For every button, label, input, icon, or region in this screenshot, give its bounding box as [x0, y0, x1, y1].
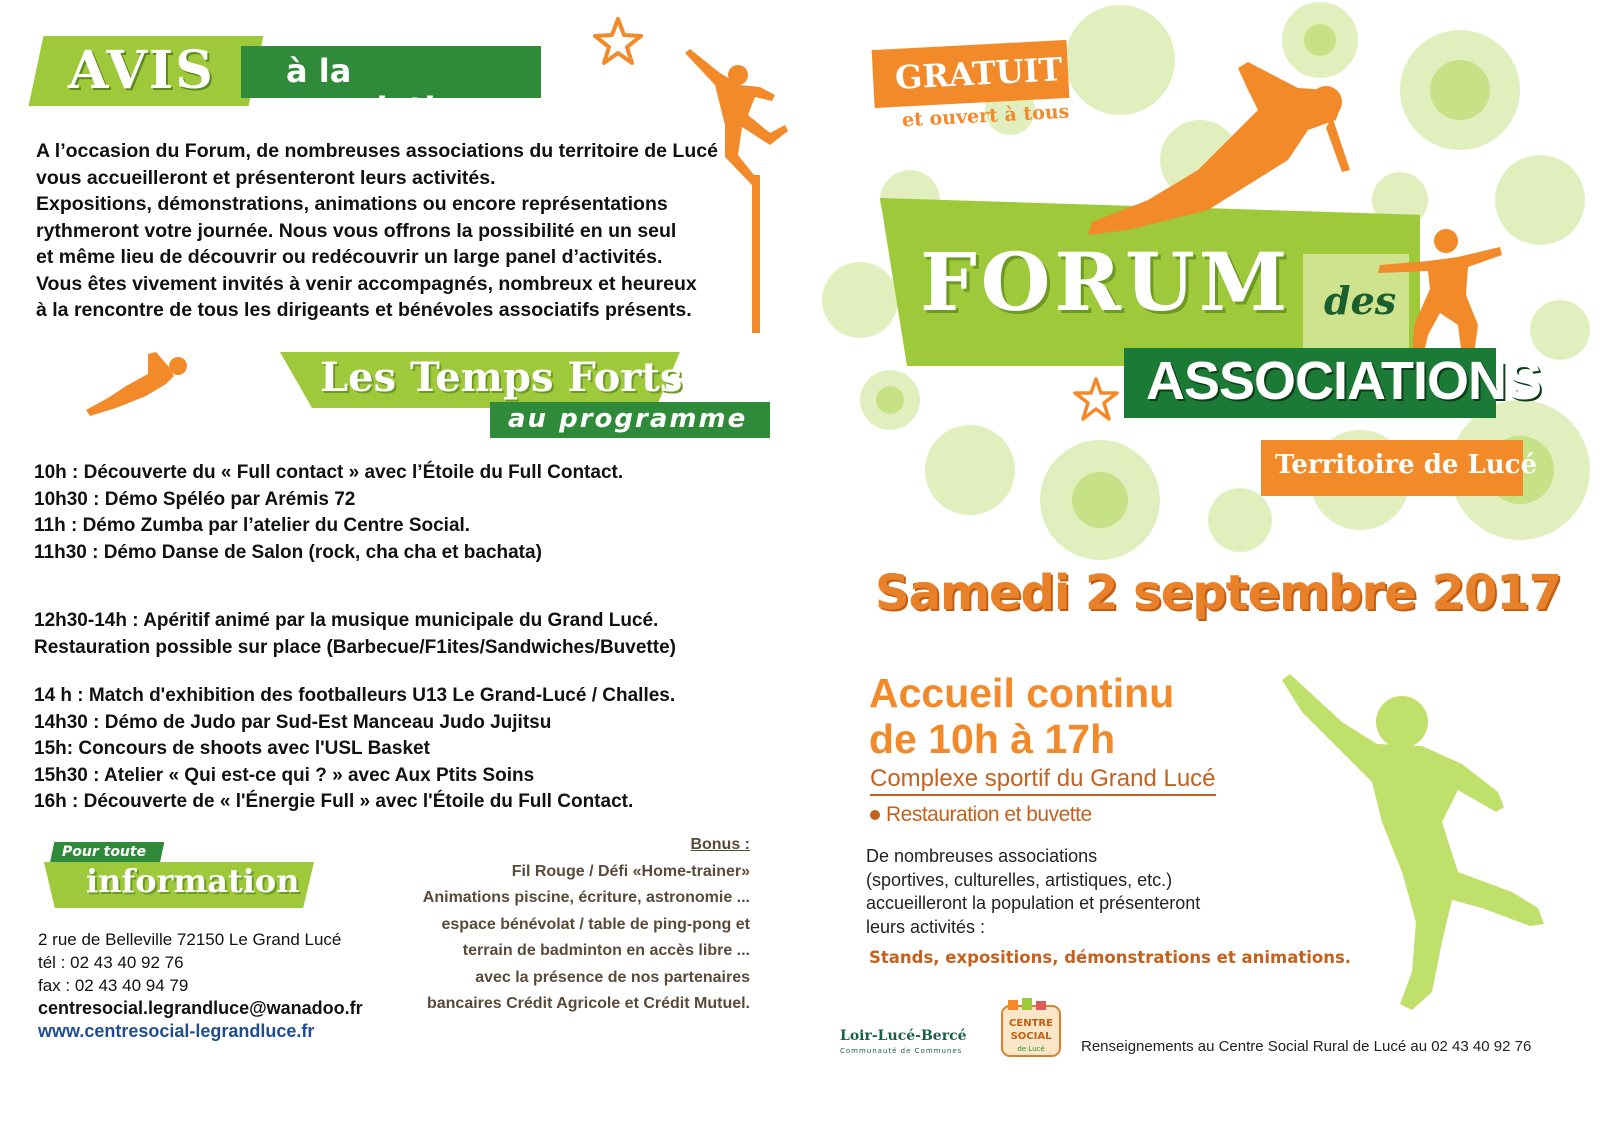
logo-cs-line2: SOCIAL — [1010, 1031, 1052, 1042]
forum-title: FORUM — [920, 235, 1292, 329]
contact-fax: fax : 02 43 40 94 79 — [38, 976, 189, 995]
temps-forts-title: Les Temps Forts — [320, 354, 683, 401]
schedule-item: Restauration possible sur place (Barbecue/F1ites/Sandwiches/Buvette) — [34, 636, 676, 658]
orange-divider-bar — [752, 175, 760, 333]
schedule-list — [34, 460, 794, 816]
contact-website-link[interactable]: www.centresocial-legrandluce.fr — [38, 1021, 315, 1041]
contact-email-link[interactable]: centresocial.legrandluce@wanadoo.fr — [38, 998, 363, 1018]
schedule-item: 14h30 : Démo de Judo par Sud-Est Manceau Judo Jujitsu — [34, 711, 552, 733]
bonus-line: bancaires Crédit Agricole et Crédit Mutuel. — [426, 995, 750, 1012]
associations-title: ASSOCIATIONS — [1146, 351, 1542, 411]
star-outline-icon — [592, 16, 644, 66]
schedule-item: 15h: Concours de shoots avec l'USL Basket — [34, 738, 430, 759]
centre-social-logo — [996, 998, 1066, 1064]
stands-label: Stands, expositions, démonstrations et animations. — [869, 948, 1352, 967]
loir-luce-berce-subtitle: Communauté de Communes — [840, 1047, 963, 1055]
accueil-hours: de 10h à 17h — [869, 716, 1116, 762]
jumping-silhouette-icon — [1378, 225, 1502, 365]
contact-address: 2 rue de Belleville 72150 Le Grand Lucé — [38, 930, 342, 949]
description-line: leurs activités : — [866, 916, 986, 937]
info-small-label: Pour toute — [62, 844, 147, 860]
intro-line: vous accueilleront et présenteront leurs activités. — [36, 166, 496, 189]
event-date: Samedi 2 septembre 2017 — [875, 565, 1562, 621]
schedule-item: 11h30 : Démo Danse de Salon (rock, cha cha et bachata) — [34, 541, 542, 563]
associations-description — [866, 845, 1200, 939]
venue-label: Complexe sportif du Grand Lucé — [870, 765, 1216, 796]
intro-line: rythmeront votre journée. Nous vous offrons la possibilité en un seul — [36, 219, 677, 242]
population-title: à la population — [286, 52, 481, 128]
description-line: De nombreuses associations — [866, 846, 1098, 866]
intro-line: et même lieu de découvrir ou redécouvrir un large panel d’activités. — [36, 246, 663, 268]
bonus-line: avec la présence de nos partenaires — [475, 968, 750, 986]
bonus-block — [400, 832, 750, 1018]
schedule-item: 12h30-14h : Apéritif animé par la musique municipale du Grand Lucé. — [34, 610, 659, 631]
schedule-item: 10h : Découverte du « Full contact » avec l’Étoile du Full Contact. — [34, 462, 624, 483]
territoire-label: Territoire de Lucé — [1275, 450, 1538, 480]
contact-tel: tél : 02 43 40 92 76 — [38, 953, 184, 972]
gratuit-badge — [872, 40, 1070, 108]
des-label: des — [1324, 278, 1397, 323]
ouvert-a-tous-label: et ouvert à tous — [901, 100, 1070, 132]
restauration-label: Restauration et buvette — [886, 803, 1092, 826]
gratuit-label: GRATUIT — [894, 50, 1064, 97]
information-banner — [44, 842, 324, 912]
avis-banner — [36, 36, 546, 128]
bonus-line: terrain de badminton en accès libre ... — [462, 942, 750, 959]
temps-forts-subtitle: au programme — [508, 404, 748, 434]
schedule-item: 11h : Démo Zumba par l’atelier du Centre Social. — [34, 515, 471, 536]
info-big-label: information — [86, 862, 300, 900]
temps-forts-banner — [280, 352, 780, 442]
schedule-item: 14 h : Match d'exhibition des footballeurs U13 Le Grand-Lucé / Challes. — [34, 685, 676, 706]
loir-luce-berce-logo: Loir-Lucé-Bercé — [840, 1028, 967, 1044]
schedule-item: 15h30 : Atelier « Qui est-ce qui ? » avec Aux Ptits Soins — [34, 764, 535, 786]
intro-line: A l’occasion du Forum, de nombreuses associations du territoire de Lucé — [36, 140, 718, 162]
intro-paragraph — [36, 138, 736, 324]
contact-block — [38, 928, 363, 1043]
avis-title: AVIS — [68, 40, 215, 101]
logo-cs-line3: de Lucé — [1017, 1045, 1045, 1053]
schedule-item: 16h : Découverte de « l'Énergie Full » avec l'Étoile du Full Contact. — [34, 791, 634, 812]
logo-cs-line1: CENTRE — [1009, 1018, 1053, 1029]
accueil-line: Accueil continu — [869, 670, 1175, 716]
restauration-item — [870, 803, 1092, 827]
renseignements-label: Renseignements au Centre Social Rural de Lucé au 02 43 40 92 76 — [1081, 1038, 1532, 1055]
bullet-icon — [870, 810, 880, 820]
description-line: accueilleront la population et présenteront — [866, 893, 1201, 913]
bonus-line: Animations piscine, écriture, astronomie ... — [422, 889, 750, 906]
intro-line: à la rencontre de tous les dirigeants et bénévoles associatifs présents. — [36, 299, 692, 321]
diving-silhouette-icon — [86, 352, 192, 424]
diving-silhouette-icon — [1088, 60, 1358, 235]
description-line: (sportives, culturelles, artistiques, etc.) — [866, 869, 1173, 890]
star-outline-icon — [1070, 376, 1122, 422]
bonus-line: espace bénévolat / table de ping-pong et — [441, 915, 750, 933]
schedule-item: 10h30 : Démo Spéléo par Arémis 72 — [34, 488, 356, 510]
accueil-continu — [869, 670, 1174, 762]
bonus-title: Bonus : — [690, 836, 750, 853]
intro-line: Expositions, démonstrations, animations ou encore représentations — [36, 193, 668, 215]
intro-line: Vous êtes vivement invités à venir accompagnés, nombreux et heureux — [36, 272, 697, 295]
bonus-line: Fil Rouge / Défi «Home-trainer» — [511, 862, 750, 880]
